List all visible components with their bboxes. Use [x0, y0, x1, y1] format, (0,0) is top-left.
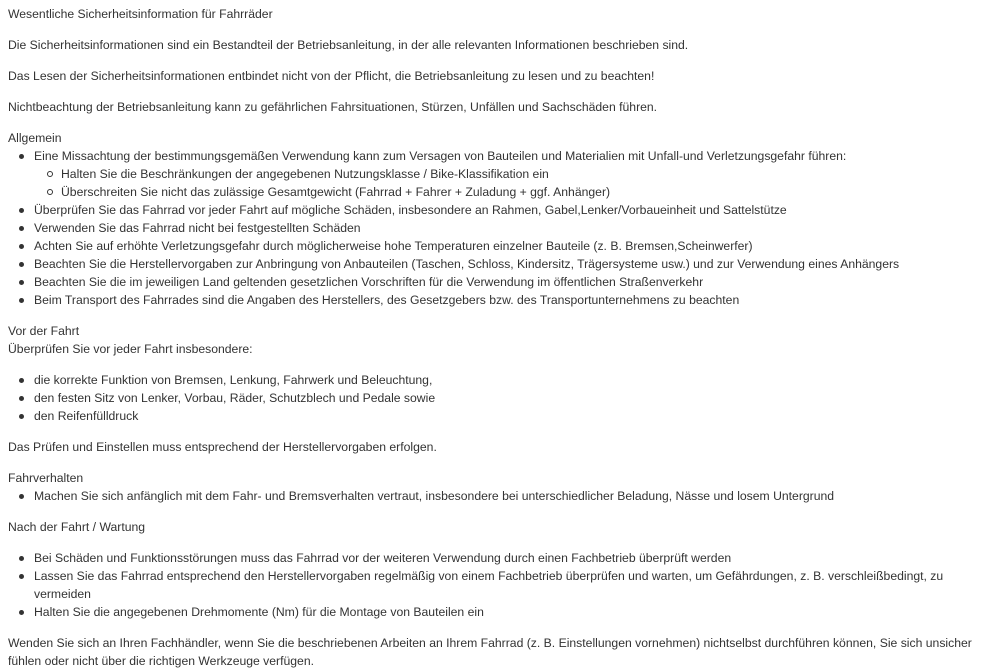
- intro-paragraph-3: Nichtbeachtung der Betriebsanleitung kann zu gefährlichen Fahrsituationen, Stürzen, Unfällen und Sachschäden führen.: [8, 100, 658, 114]
- vor-der-fahrt-note: Das Prüfen und Einstellen muss entsprechend der Herstellervorgaben erfolgen.: [8, 440, 437, 454]
- section-fahrverhalten: [8, 469, 992, 505]
- list-item: die korrekte Funktion von Bremsen, Lenkung, Fahrwerk und Beleuchtung,: [34, 371, 992, 389]
- list-item: Halten Sie die angegebenen Drehmomente (Nm) für die Montage von Bauteilen ein: [34, 603, 992, 621]
- list-item: Beim Transport des Fahrrades sind die Angaben des Herstellers, des Gesetzgebers bzw. des Transportunternehmens zu beachten: [34, 291, 992, 309]
- list-item: Achten Sie auf erhöhte Verletzungsgefahr durch möglicherweise hohe Temperaturen einzelner Bauteile (z. B. Bremsen,Scheinwerfer): [34, 237, 992, 255]
- sublist-item: Halten Sie die Beschränkungen der angegebenen Nutzungsklasse / Bike-Klassifikation ein: [61, 165, 992, 183]
- intro-paragraph-2: Das Lesen der Sicherheitsinformationen entbindet nicht von der Pflicht, die Betriebsanleitung zu lesen und zu beachten!: [8, 69, 655, 83]
- list-item: Bei Schäden und Funktionsstörungen muss das Fahrrad vor der weiteren Verwendung durch einen Fachbetrieb überprüft werden: [34, 549, 992, 567]
- section-heading-nach-der-fahrt: Nach der Fahrt / Wartung: [8, 520, 146, 534]
- list-item: Lassen Sie das Fahrrad entsprechend den Herstellervorgaben regelmäßig von einem Fachbetrieb überprüfen und warten, um Gefährdungen, z. B. verschleißbedingt, zu vermeiden: [34, 567, 992, 603]
- section-nach-der-fahrt: [8, 518, 992, 621]
- fahrverhalten-list: [8, 487, 992, 505]
- list-item: [34, 147, 992, 201]
- list-item: den Reifenfülldruck: [34, 407, 992, 425]
- list-item-text: Eine Missachtung der bestimmungsgemäßen Verwendung kann zum Versagen von Bauteilen und Materialien mit Unfall-und Verletzungsgefahr führen:: [34, 149, 847, 163]
- section-vor-der-fahrt: [8, 322, 992, 456]
- allgemein-sublist: [34, 165, 992, 201]
- section-subheading-vor-der-fahrt: Überprüfen Sie vor jeder Fahrt insbesondere:: [8, 342, 253, 356]
- document-title: Wesentliche Sicherheitsinformation für Fahrräder: [8, 7, 273, 21]
- intro-paragraph-1: Die Sicherheitsinformationen sind ein Bestandteil der Betriebsanleitung, in der alle relevanten Informationen beschrieben sind.: [8, 38, 689, 52]
- list-item: Beachten Sie die im jeweiligen Land geltenden gesetzlichen Vorschriften für die Verwendung im öffentlichen Straßenverkehr: [34, 273, 992, 291]
- list-item: Machen Sie sich anfänglich mit dem Fahr- und Bremsverhalten vertraut, insbesondere bei unterschiedlicher Beladung, Nässe und losem Untergrund: [34, 487, 992, 505]
- nach-der-fahrt-list: [8, 549, 992, 621]
- list-item: Verwenden Sie das Fahrrad nicht bei festgestellten Schäden: [34, 219, 992, 237]
- section-heading-fahrverhalten: Fahrverhalten: [8, 471, 84, 485]
- section-allgemein: [8, 129, 992, 309]
- list-item: Beachten Sie die Herstellervorgaben zur Anbringung von Anbauteilen (Taschen, Schloss, Kindersitz, Trägersysteme usw.) und zur Verwendung eines Anhängers: [34, 255, 992, 273]
- list-item: Überprüfen Sie das Fahrrad vor jeder Fahrt auf mögliche Schäden, insbesondere an Rahmen, Gabel,Lenker/Vorbaueinheit und Sattelstütze: [34, 201, 992, 219]
- allgemein-list: [8, 147, 992, 309]
- section-heading-allgemein: Allgemein: [8, 131, 62, 145]
- section-heading-vor-der-fahrt: Vor der Fahrt: [8, 324, 80, 338]
- list-item: den festen Sitz von Lenker, Vorbau, Räder, Schutzblech und Pedale sowie: [34, 389, 992, 407]
- closing-paragraph: Wenden Sie sich an Ihren Fachhändler, wenn Sie die beschriebenen Arbeiten an Ihrem Fahrrad (z. B. Einstellungen vornehmen) nichtselbst durchführen können, Sie sich unsicher fühlen oder nicht über die richtigen Werkzeuge verfügen.: [8, 636, 972, 668]
- sublist-item: Überschreiten Sie nicht das zulässige Gesamtgewicht (Fahrrad + Fahrer + Zuladung + ggf. Anhänger): [61, 183, 992, 201]
- vor-der-fahrt-list: [8, 371, 992, 425]
